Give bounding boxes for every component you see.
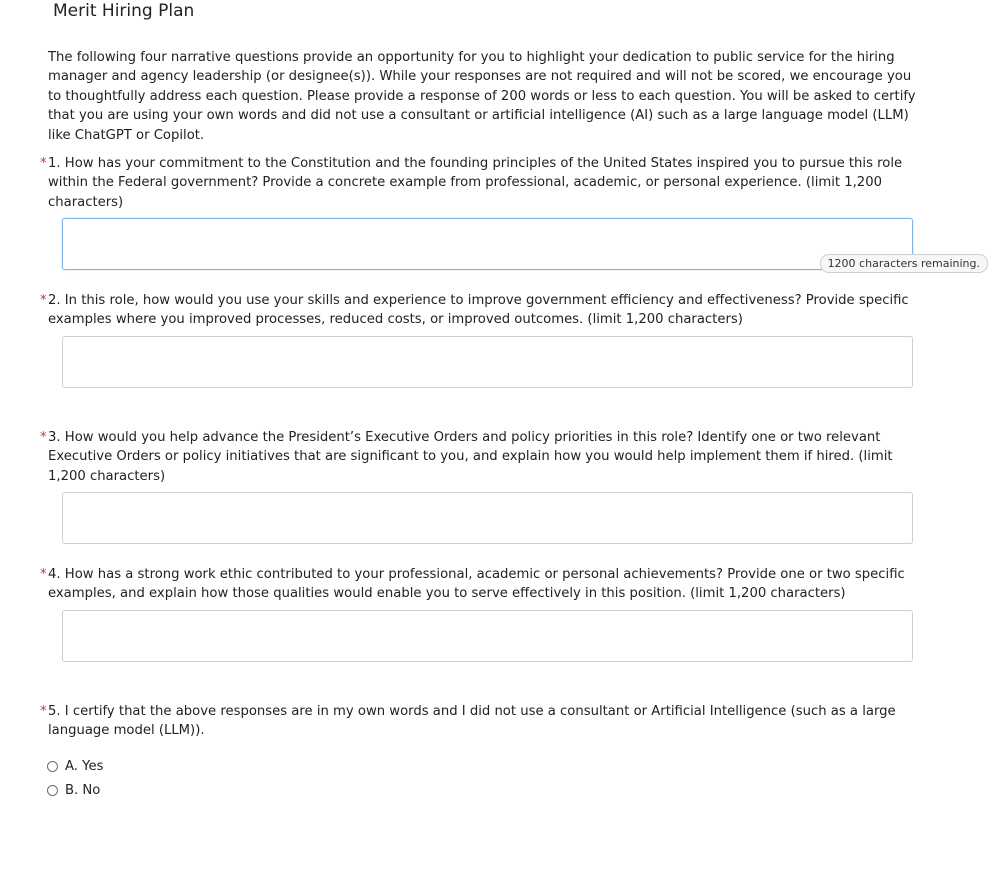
question-text: How has your commitment to the Constitution and the founding principles of the United States inspired you to pursue this role within the Federal government? Provide a concrete example from professional, academic, or personal experience. (limit 1,200 characters) (48, 156, 903, 210)
radio-circle-icon[interactable] (47, 761, 58, 772)
question-4 (40, 565, 925, 662)
option-no-label: B. No (65, 783, 101, 799)
radio-circle-icon[interactable] (47, 785, 58, 796)
question-2-answer[interactable] (62, 336, 913, 388)
question-text: How has a strong work ethic contributed to your professional, academic or personal achievements? Provide one or two specific examples, and explain how those qualities would enable you to serve effectively in this position. (limit 1,200 characters) (48, 567, 905, 602)
question-3 (40, 428, 925, 544)
question-1-answer[interactable] (62, 218, 913, 270)
question-text: I certify that the above responses are in my own words and I did not use a consultant or Artificial Intelligence (such as a large language model (LLM)). (48, 704, 896, 739)
question-number: 2. (48, 293, 61, 308)
question-text: In this role, how would you use your skills and experience to improve government efficiency and effectiveness? Provide specific examples where you improved processes, reduced costs, or improved outcomes. (limit 1,200 characters) (48, 293, 909, 328)
question-4-label (40, 565, 925, 604)
required-marker: * (40, 156, 47, 171)
question-number: 4. (48, 567, 61, 582)
question-1-label (40, 154, 925, 212)
question-3-answer[interactable] (62, 492, 913, 544)
required-marker: * (40, 430, 47, 445)
required-marker: * (40, 567, 47, 582)
question-5 (40, 702, 925, 803)
question-number: 3. (48, 430, 61, 445)
character-counter: 1200 characters remaining. (820, 254, 988, 273)
required-marker: * (40, 293, 47, 308)
page-title: Merit Hiring Plan (53, 1, 195, 21)
question-number: 5. (48, 704, 61, 719)
option-no[interactable] (47, 779, 925, 803)
question-text: How would you help advance the President’s Executive Orders and policy priorities in this role? Identify one or two relevant Executive Orders or policy initiatives that are significant to you, and explain how you would help implement them if hired. (limit 1,200 characters) (48, 430, 893, 484)
question-3-label (40, 428, 925, 486)
option-yes[interactable] (47, 755, 925, 779)
question-2-label (40, 291, 925, 330)
question-1 (40, 154, 925, 270)
question-5-label (40, 702, 925, 741)
intro-paragraph: The following four narrative questions provide an opportunity for you to highlight your dedication to public service for the hiring manager and agency leadership (or designee(s)). While your responses are not required and will not be scored, we encourage you to thoughtfully address each question. Please provide a response of 200 words or less to each question. You will be asked to certify that you are using your own words and did not use a consultant or artificial intelligence (AI) such as a large language model (LLM) like ChatGPT or Copilot. (48, 50, 916, 143)
question-2 (40, 291, 925, 388)
required-marker: * (40, 704, 47, 719)
option-yes-label: A. Yes (65, 759, 104, 775)
question-4-answer[interactable] (62, 610, 913, 662)
certification-options (47, 755, 925, 803)
question-number: 1. (48, 156, 61, 171)
